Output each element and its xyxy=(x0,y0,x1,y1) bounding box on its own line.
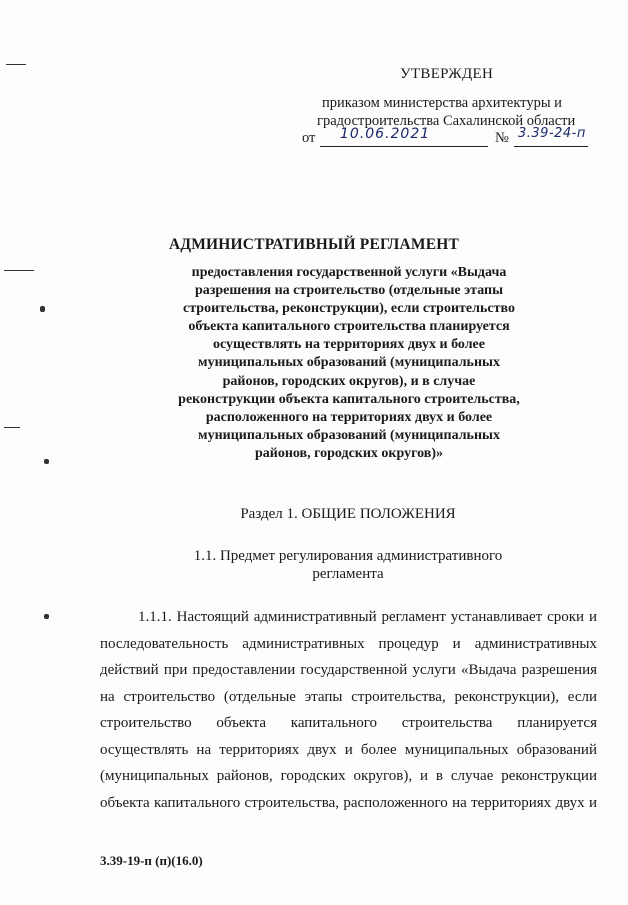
order-reference xyxy=(302,128,602,150)
body-line: объекта капитального строительства, расположенного на территориях двух и xyxy=(100,794,597,811)
body-line: (муниципальных районов, городских округов), и в случае реконструкции xyxy=(100,768,597,784)
subtitle-line: районов, городских округов), и в случае xyxy=(222,373,476,389)
order-number-handwritten: 3.39-24-п xyxy=(518,126,586,141)
subtitle-line: районов, городских округов)» xyxy=(254,445,443,461)
scan-dot-mark xyxy=(44,614,49,619)
scan-dash-mark xyxy=(6,64,26,65)
body-line: строительство объекта капитального строительства планируется xyxy=(100,715,597,731)
subtitle-line: объекта капитального строительства планируется xyxy=(188,319,510,335)
subtitle-line: предоставления государственной услуги «Выдача xyxy=(191,265,507,280)
subsection-heading xyxy=(190,547,506,583)
body-line: осуществлять на территориях двух и более муниципальных образований xyxy=(100,741,597,758)
body-line: последовательность административных процедур и административных xyxy=(100,635,597,652)
subsection-heading-line: 1.1. Предмет регулирования административного xyxy=(193,548,503,564)
subtitle-line: осуществлять на территориях двух и более xyxy=(213,337,485,353)
from-label: от xyxy=(302,130,316,146)
regulation-title: АДМИНИСТРАТИВНЫЙ РЕГЛАМЕНТ xyxy=(168,236,460,253)
body-line: действий при предоставлении государственной услуги «Выдача разрешения xyxy=(100,662,597,678)
regulation-subtitle xyxy=(150,264,548,463)
section-heading: Раздел 1. ОБЩИЕ ПОЛОЖЕНИЯ xyxy=(240,506,456,522)
approval-stamp-title: УТВЕРЖДЕН xyxy=(400,66,494,82)
order-date-handwritten: 10.06.2021 xyxy=(340,126,431,142)
scan-dash-mark xyxy=(4,427,20,428)
approval-authority-line: градостроительства Сахалинской области xyxy=(317,113,576,129)
number-label: № xyxy=(495,130,509,146)
subtitle-line: муниципальных образований (муниципальных xyxy=(198,355,500,371)
subtitle-line: разрешения на строительство (отдельные этапы xyxy=(194,283,504,299)
subtitle-line: реконструкции объекта капитального строительства, xyxy=(178,391,520,407)
body-line: на строительство (отдельные этапы строительства, реконструкции), если xyxy=(100,688,597,705)
scan-dash-mark xyxy=(4,270,34,271)
scan-dot-mark xyxy=(40,306,45,312)
order-number-field xyxy=(514,128,588,147)
order-date-field xyxy=(320,128,488,147)
body-line: 1.1.1. Настоящий административный регламент устанавливает сроки и xyxy=(138,609,597,625)
subsection-heading-line: регламента xyxy=(312,566,384,582)
approval-authority-line: приказом министерства архитектуры и xyxy=(322,95,562,111)
scan-dot-mark xyxy=(44,459,49,464)
body-paragraph xyxy=(100,604,597,816)
subtitle-line: расположенного на территориях двух и более xyxy=(205,409,493,425)
document-code: 3.39-19-п (п)(16.0) xyxy=(100,853,203,868)
subtitle-line: муниципальных образований (муниципальных xyxy=(198,427,500,443)
subtitle-line: строительства, реконструкции), если строительство xyxy=(183,301,515,317)
